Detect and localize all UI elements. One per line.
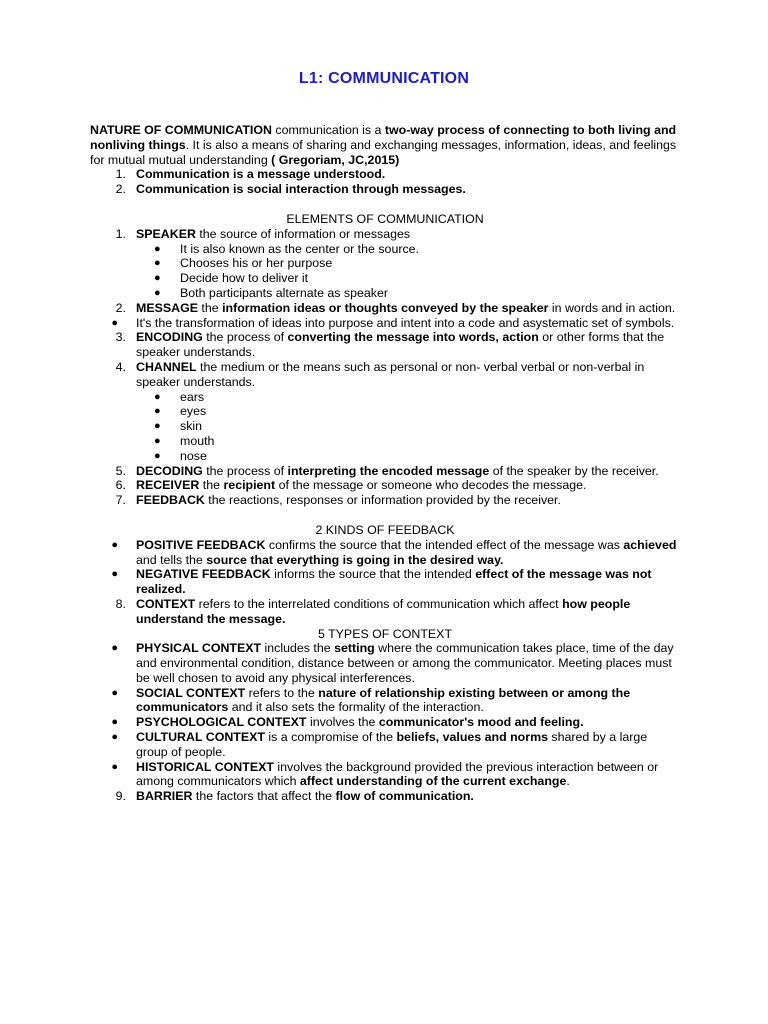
document-body: [90, 123, 680, 804]
bullet-icon: ●: [111, 760, 118, 773]
physical-text-1: includes the: [261, 641, 335, 656]
historical-context-item: [90, 760, 680, 790]
historical-bold: affect understanding of the current exchange: [299, 774, 567, 789]
sub-bullet: [90, 449, 680, 464]
term-historical: HISTORICAL CONTEXT: [136, 759, 274, 774]
message-bold: information ideas or thoughts conveyed by the speaker: [222, 300, 549, 315]
bullet-icon: ●: [111, 716, 118, 729]
decoding-text-2: of the speaker by the receiver.: [489, 463, 659, 478]
psychological-bold: communicator's mood and feeling.: [378, 715, 584, 730]
negative-feedback-item: [90, 567, 680, 597]
physical-context-item: [90, 641, 680, 685]
list-marker: 1.: [115, 167, 126, 182]
message-note-text: It's the transformation of ideas into purpose and intent into a code and asystematic set of symbols.: [136, 315, 675, 330]
cultural-bold: beliefs, values and norms: [396, 730, 548, 745]
feedback-text: the reactions, responses or information provided by the receiver.: [204, 493, 561, 508]
term-physical: PHYSICAL CONTEXT: [136, 641, 262, 656]
negative-text-1: informs the source that the intended: [270, 567, 476, 582]
list-item-decoding: [90, 464, 680, 479]
historical-text-2: .: [566, 774, 570, 789]
bullet-icon: ●: [154, 434, 161, 447]
definition-item: [90, 182, 680, 197]
context-heading: 5 TYPES OF CONTEXT: [317, 626, 453, 641]
sub-bullet: [90, 242, 680, 257]
term-negative: NEGATIVE FEEDBACK: [136, 567, 271, 582]
positive-text-1: confirms the source that the intended effect of the message was: [265, 537, 624, 552]
term-positive: POSITIVE FEEDBACK: [136, 537, 266, 552]
receiver-text-2: of the message or someone who decodes the message.: [275, 478, 587, 493]
context-text-1: refers to the interrelated conditions of communication which affect: [195, 596, 563, 611]
list-marker: 5.: [115, 463, 126, 478]
term-psychological: PSYCHOLOGICAL CONTEXT: [136, 715, 307, 730]
feedback-heading: 2 KINDS OF FEEDBACK: [315, 522, 455, 537]
term-encoding: ENCODING: [136, 330, 203, 345]
negative-bold: effect of the message was not realized.: [136, 567, 652, 597]
sub-bullet: [90, 404, 680, 419]
term-feedback: FEEDBACK: [136, 493, 205, 508]
bullet-icon: ●: [111, 538, 118, 551]
list-item-feedback: [90, 493, 680, 508]
definition-text: Communication is a message understood.: [136, 167, 386, 182]
positive-text-2: and tells the: [136, 552, 207, 567]
message-note: [90, 316, 680, 331]
sub-bullet-text: nose: [180, 448, 207, 463]
barrier-bold: flow of communication.: [335, 789, 474, 804]
cultural-text-2: shared by a large group of people.: [136, 730, 648, 759]
sub-bullet-text: Chooses his or her purpose: [180, 256, 333, 271]
barrier-text-1: the factors that affect the: [192, 789, 336, 804]
decoding-bold: interpreting the encoded message: [287, 463, 490, 478]
cultural-context-item: [90, 730, 680, 760]
message-text-2: in words and in action.: [548, 300, 676, 315]
sub-bullet-text: eyes: [180, 404, 207, 419]
list-item-receiver: [90, 478, 680, 493]
bullet-icon: ●: [154, 420, 161, 433]
speaker-text: the source of information or messages: [195, 226, 411, 241]
sub-bullet: [90, 286, 680, 301]
bullet-icon: ●: [111, 731, 118, 744]
list-marker: 3.: [115, 330, 126, 345]
bullet-icon: ●: [154, 405, 161, 418]
definition-item: [90, 167, 680, 182]
intro-paragraph: [90, 123, 680, 167]
encoding-text-1: the process of: [202, 330, 288, 345]
list-item-barrier: [90, 789, 680, 804]
list-item-message: [90, 301, 680, 316]
channel-text: the medium or the means such as personal or non- verbal verbal or non-verbal in speaker understands.: [136, 359, 645, 389]
sub-bullet: [90, 434, 680, 449]
sub-bullet: [90, 419, 680, 434]
term-social: SOCIAL CONTEXT: [136, 685, 246, 700]
bullet-icon: ●: [111, 568, 118, 581]
social-context-item: [90, 686, 680, 716]
list-marker: 6.: [115, 478, 126, 493]
term-message: MESSAGE: [136, 300, 198, 315]
receiver-text-1: the: [199, 478, 224, 493]
bullet-icon: ●: [154, 272, 161, 285]
sub-bullet-text: ears: [180, 389, 205, 404]
context-bold: how people understand the message.: [136, 596, 631, 626]
bullet-icon: ●: [111, 316, 118, 329]
sub-bullet: [90, 256, 680, 271]
positive-bold-1: achieved: [623, 537, 677, 552]
positive-feedback-item: [90, 538, 680, 568]
term-speaker: SPEAKER: [136, 226, 196, 241]
encoding-text-2: or other forms that the speaker understands.: [136, 330, 665, 360]
bullet-icon: ●: [154, 286, 161, 299]
list-item-context: [90, 597, 680, 627]
intro-bold-1: two-way process of connecting to both living and nonliving things: [90, 123, 677, 152]
social-bold: nature of relationship existing between or among the communicators: [136, 685, 631, 715]
term-context: CONTEXT: [136, 596, 196, 611]
bullet-icon: ●: [154, 257, 161, 270]
list-marker: 9.: [115, 789, 126, 804]
sub-bullet-text: Decide how to deliver it: [180, 271, 309, 286]
page-title: L1: COMMUNICATION: [298, 70, 470, 87]
sub-bullet-text: Both participants alternate as speaker: [180, 285, 389, 300]
psychological-text-1: involves the: [306, 715, 379, 730]
bullet-icon: ●: [154, 390, 161, 403]
intro-citation: ( Gregoriam, JC,2015): [271, 152, 400, 167]
sub-bullet: [90, 390, 680, 405]
list-marker: 2.: [115, 182, 126, 197]
list-marker: 8.: [115, 596, 126, 611]
term-decoding: DECODING: [136, 463, 203, 478]
bullet-icon: ●: [111, 642, 118, 655]
list-marker: 2.: [115, 300, 126, 315]
intro-text-2: . It is also a means of sharing and exchanging messages, information, ideas, and feelings for mutual mutual understanding: [90, 137, 677, 167]
social-text-2: and it also sets the formality of the interaction.: [228, 700, 484, 715]
list-marker: 7.: [115, 493, 126, 508]
list-item-speaker: [90, 227, 680, 242]
receiver-bold: recipient: [223, 478, 276, 493]
psychological-context-item: [90, 715, 680, 730]
list-item-channel: [90, 360, 680, 390]
list-marker: 1.: [115, 226, 126, 241]
term-cultural: CULTURAL CONTEXT: [136, 730, 265, 745]
list-marker: 4.: [115, 359, 126, 374]
bullet-icon: ●: [154, 242, 161, 255]
message-text-1: the: [197, 300, 223, 315]
bullet-icon: ●: [111, 686, 118, 699]
list-item-encoding: [90, 330, 680, 360]
intro-text-1: communication is a: [271, 123, 385, 137]
term-barrier: BARRIER: [136, 789, 193, 804]
bullet-icon: ●: [154, 449, 161, 462]
physical-bold: setting: [334, 641, 375, 656]
positive-bold-2: source that everything is going in the desired way.: [206, 552, 504, 567]
term-channel: CHANNEL: [136, 359, 197, 374]
intro-term: NATURE OF COMMUNICATION: [90, 123, 272, 137]
cultural-text-1: is a compromise of the: [264, 730, 397, 745]
decoding-text-1: the process of: [202, 463, 288, 478]
definition-text: Communication is social interaction through messages.: [136, 182, 466, 197]
elements-heading: ELEMENTS OF COMMUNICATION: [286, 211, 484, 226]
physical-text-2: where the communication takes place, time of the day and environmental condition, distance between or among the communicator. Meeting places must be well chosen to avoid any physical interferences.: [136, 641, 674, 685]
historical-text-1: involves the background provided the previous interaction between or among communicators which: [136, 759, 659, 789]
sub-bullet-text: It is also known as the center or the source.: [180, 241, 419, 256]
term-receiver: RECEIVER: [136, 478, 200, 493]
sub-bullet-text: skin: [180, 419, 203, 434]
sub-bullet-text: mouth: [180, 433, 215, 448]
encoding-bold: converting the message into words, action: [287, 330, 539, 345]
sub-bullet: [90, 271, 680, 286]
social-text-1: refers to the: [245, 685, 319, 700]
